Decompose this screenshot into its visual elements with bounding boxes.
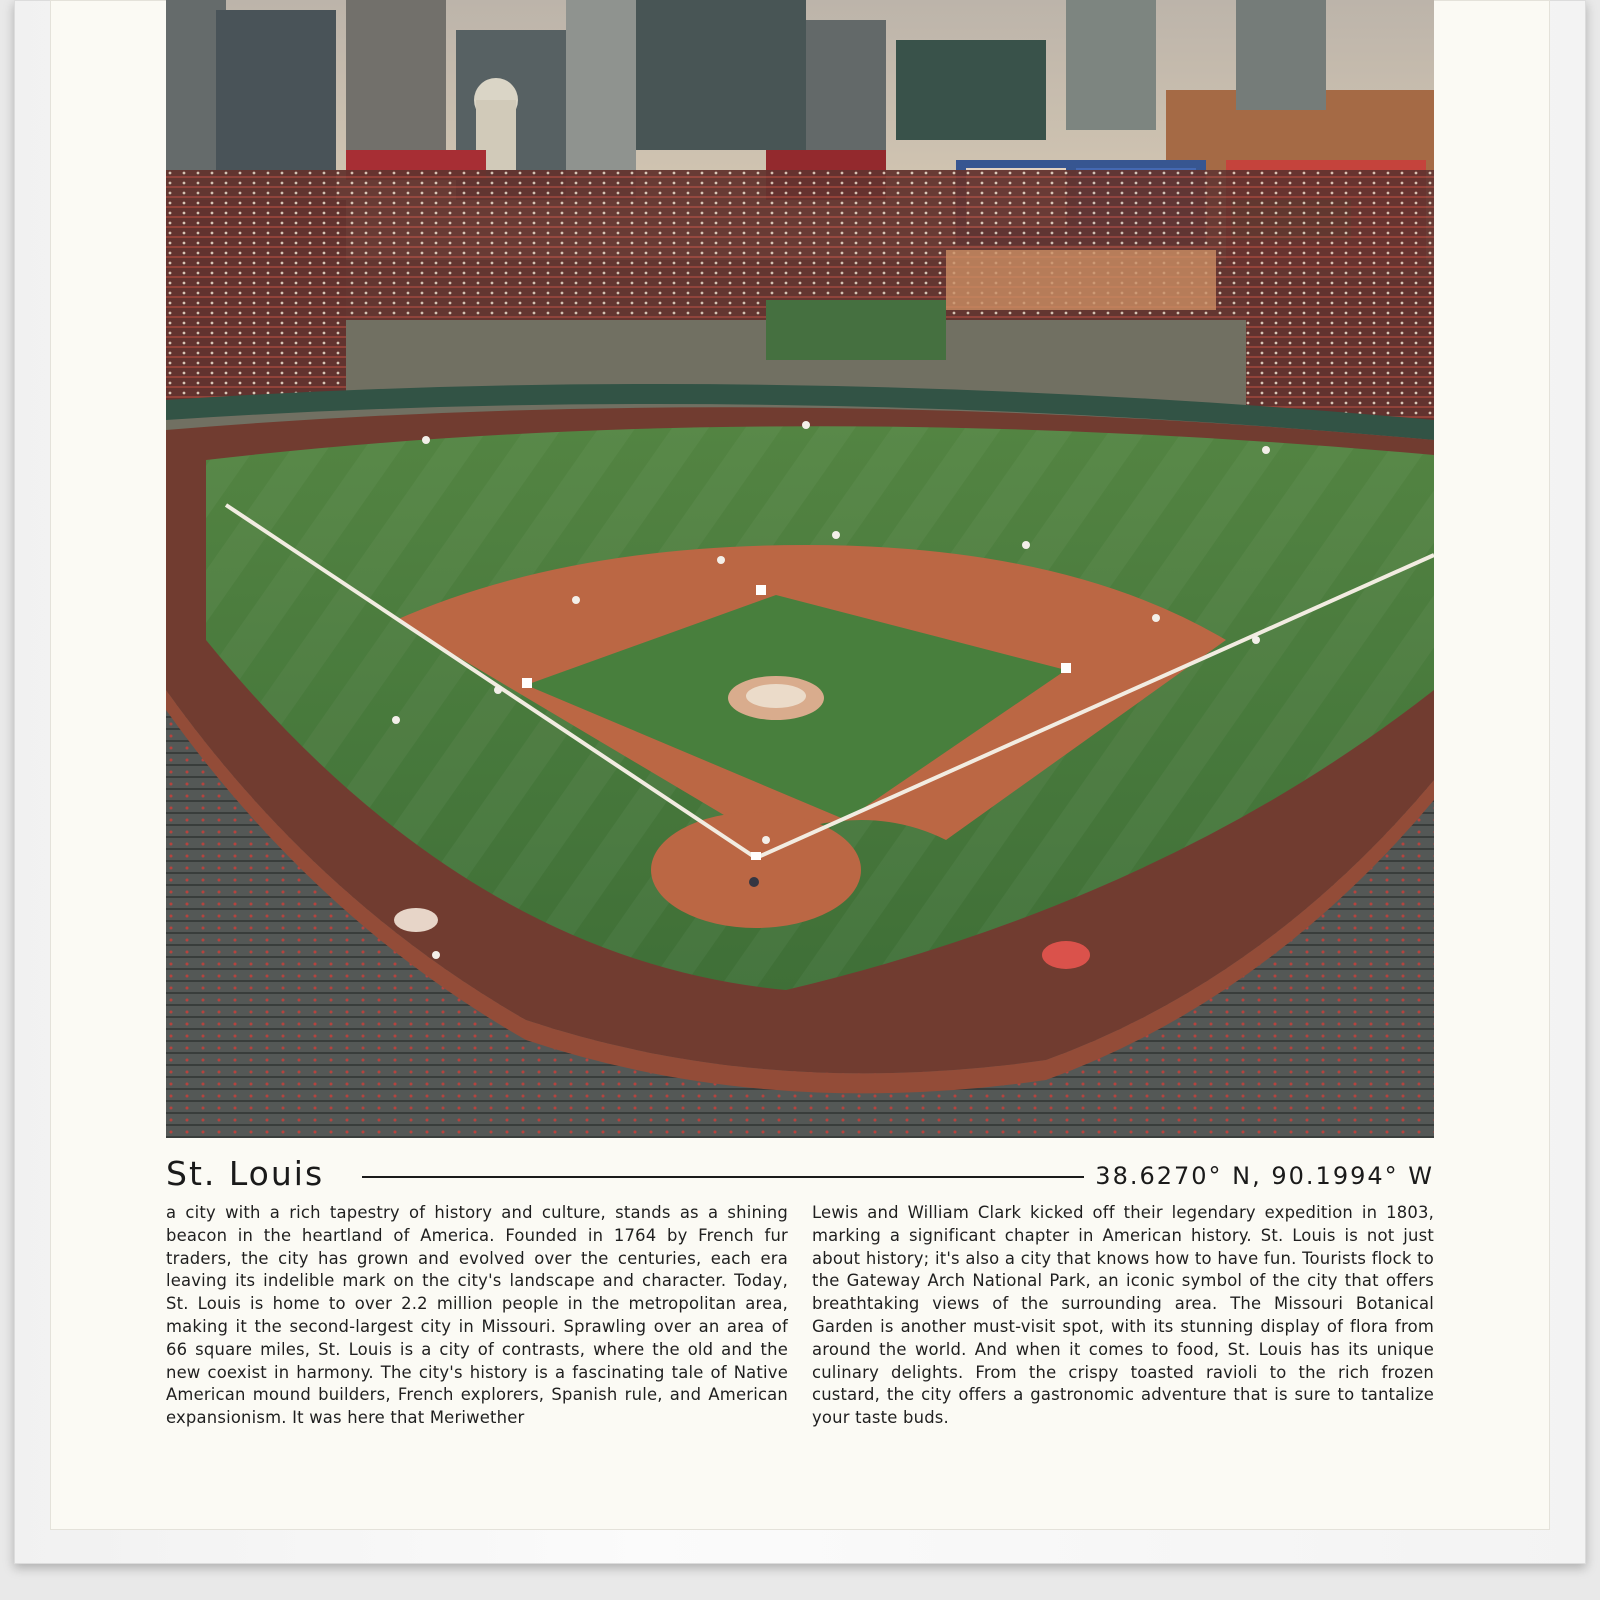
stadium-illustration (166, 0, 1434, 1138)
title-rule (362, 1176, 1084, 1178)
city-title: St. Louis (166, 1154, 325, 1193)
caption-row (166, 1152, 1434, 1196)
stadium-photo (166, 0, 1434, 1138)
description (166, 1202, 1434, 1430)
coordinates: 38.6270° N, 90.1994° W (1095, 1162, 1434, 1190)
description-column-right: Lewis and William Clark kicked off their legendary expedition in 1803, marking a significant chapter in American history. St. Louis is not just about history; it's also a city that knows how to have fun. Tourists flock to the Gateway Arch National Park, an iconic symbol of the city that offers breathtaking views of the surrounding area. The Missouri Botanical Garden is another must-visit spot, with its stunning display of flora from around the world. And when it comes to food, St. Louis has its unique culinary delights. From the crispy toasted ravioli to the rich frozen custard, the city offers a gastronomic adventure that is sure to tantalize your taste buds. (812, 1203, 1434, 1428)
description-column-left: a city with a rich tapestry of history and culture, stands as a shining beacon in the heartland of America. Founded in 1764 by French fur traders, the city has grown and evolved over the centuries, each era leaving its indelible mark on the city's landscape and character. Today, St. Louis is home to over 2.2 million people in the metropolitan area, making it the second-largest city in Missouri. Sprawling over an area of 66 square miles, St. Louis is a city of contrasts, where the old and the new coexist in harmony. The city's history is a fascinating tale of Native American mound builders, French explorers, Spanish rule, and American expansionism. It was here that Meriwether (166, 1203, 788, 1428)
